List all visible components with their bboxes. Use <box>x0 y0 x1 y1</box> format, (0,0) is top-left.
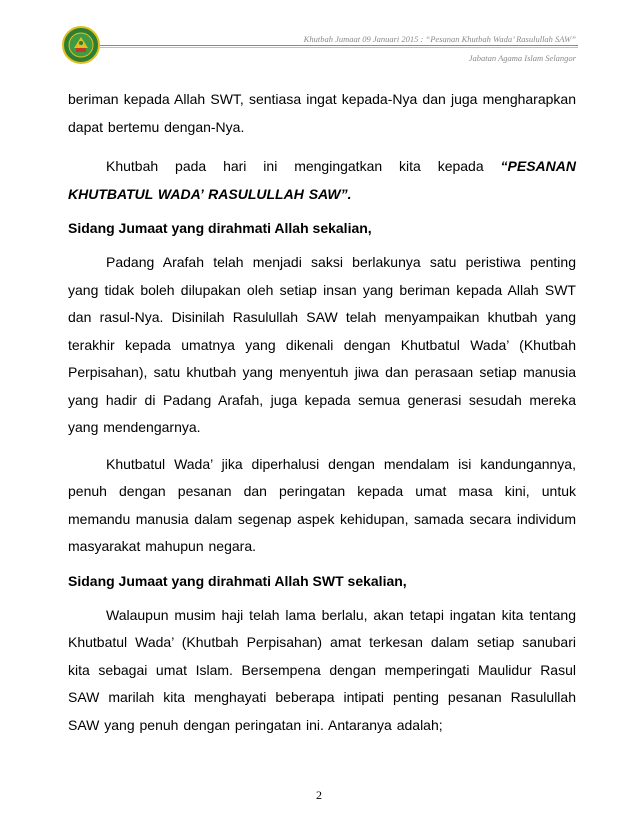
header-subtitle: Jabatan Agama Islam Selangor <box>468 53 576 63</box>
header-rule-secondary <box>100 47 578 48</box>
paragraph-2 <box>68 153 576 208</box>
paragraph-2-suffix: . <box>347 185 352 202</box>
paragraph-5: Walaupun musim haji telah lama berlalu, akan tetapi ingatan kita tentang Khutbatul Wada’ (Khutbah Perpisahan) amat terkesan dalam setiap sanubari kita sebagai umat Islam. Bersempena dengan memperingati Maulidur Rasul SAW marilah kita menghayati beberapa intipati penting pesanan Rasulullah SAW yang penuh dengan peringatan ini. Antaranya adalah; <box>68 606 576 733</box>
paragraph-2-prefix: Khutbah pada hari ini mengingatkan kita kepada <box>106 158 501 174</box>
paragraph-3: Padang Arafah telah menjadi saksi berlakunya satu peristiwa penting yang tidak boleh dilupakan oleh setiap insan yang beriman kepada Allah SWT dan rasul-Nya. Disinilah Rasulullah SAW telah menyampaikan khutbah yang terakhir kepada umatnya yang dikenali dengan Khutbatul Wada’ (Khutbah Perpisahan), satu khutbah yang menyentuh jiwa dan perasaan setiap manusia yang hadir di Padang Arafah, juga kepada semua generasi sesudah mereka yang mendengarnya. <box>68 254 576 435</box>
crest-logo-icon <box>62 26 100 64</box>
document-body <box>68 86 576 748</box>
paragraph-1: beriman kepada Allah SWT, sentiasa ingat kepada-Nya dan juga mengharapkan dapat bertemu dengan-Nya. <box>68 91 576 135</box>
header-title: Khutbah Jumaat 09 Januari 2015 : “Pesanan Khutbah Wada’ Rasulullah SAW” <box>303 34 576 44</box>
section-heading-2: Sidang Jumaat yang dirahmati Allah SWT sekalian, <box>68 572 407 589</box>
sermon-title: “PESANAN KHUTBATUL WADA’ RASULULLAH SAW” <box>68 158 576 202</box>
section-heading-1: Sidang Jumaat yang dirahmati Allah sekalian, <box>68 220 372 236</box>
header-rule <box>100 45 578 46</box>
header-logo <box>62 26 100 64</box>
page-number: 2 <box>316 788 322 802</box>
paragraph-4: Khutbatul Wada’ jika diperhalusi dengan mendalam isi kandungannya, penuh dengan pesanan dan peringatan kepada umat masa kini, untuk memandu manusia dalam segenap aspek kehidupan, samada secara individum masyarakat mahupun negara. <box>68 455 576 554</box>
